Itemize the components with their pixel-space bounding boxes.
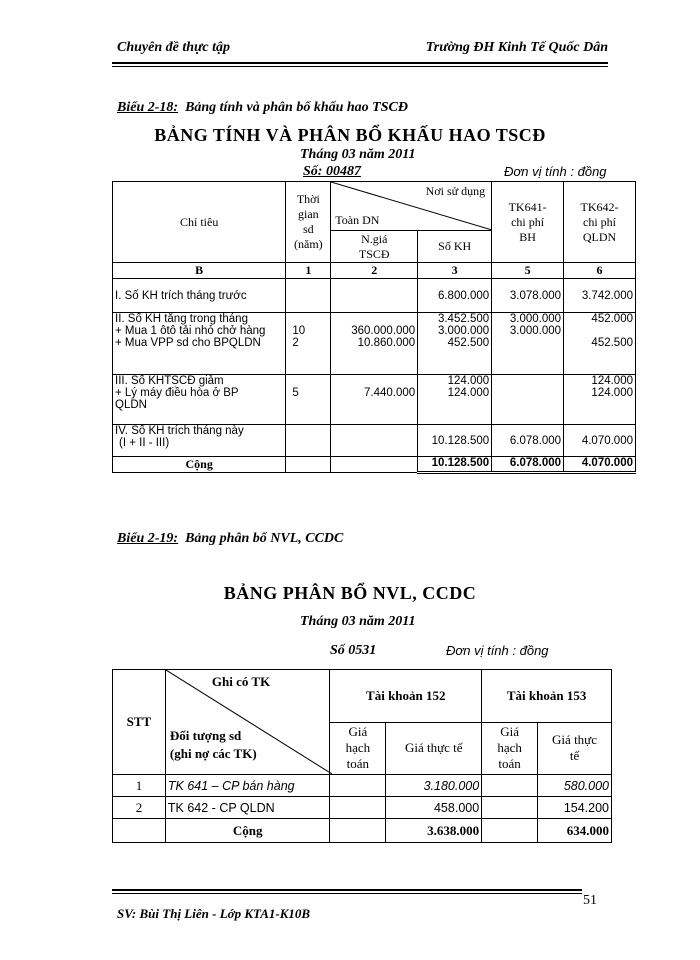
depreciation-number: Số: 00487 bbox=[303, 164, 361, 179]
depreciation-title: BẢNG TÍNH VÀ PHÂN BỔ KHẤU HAO TSCĐ bbox=[154, 125, 546, 145]
materials-month: Tháng 03 năm 2011 bbox=[300, 614, 416, 629]
caption-2-19 bbox=[117, 531, 343, 547]
depreciation-month: Tháng 03 năm 2011 bbox=[300, 147, 416, 162]
header-tk641: TK641- chi phí BH bbox=[492, 182, 564, 263]
header-tk153: Tài khoản 153 bbox=[482, 670, 612, 723]
header-giathucte-153: Giá thực tế bbox=[538, 722, 612, 775]
header-rule-thin bbox=[112, 66, 608, 67]
header-ngia: N.giá TSCĐ bbox=[331, 231, 418, 263]
header-left: Chuyên đề thực tập bbox=[117, 40, 231, 55]
header-noisudung: Nơi sử dụng Toàn DN bbox=[331, 182, 492, 231]
depreciation-unit: Đơn vị tính : đồng bbox=[504, 164, 607, 179]
page-number: 51 bbox=[583, 893, 597, 908]
caption-number: Biểu 2-18: bbox=[117, 100, 179, 115]
materials-number: Số 0531 bbox=[330, 643, 377, 658]
caption-2-18 bbox=[117, 100, 408, 116]
header-giahach-153: Giá hạch toán bbox=[482, 722, 538, 775]
materials-title: BẢNG PHÂN BỔ NVL, CCDC bbox=[223, 583, 477, 603]
header-tk642: TK642- chi phí QLDN bbox=[564, 182, 636, 263]
materials-table bbox=[112, 669, 612, 843]
caption-text: Bảng phân bổ NVL, CCDC bbox=[185, 531, 344, 546]
table-row: III. Số KHTSCĐ giảm + Lý máy điều hòa ở BP QLDN 5 7.440.000 124.000 124.000 124.000 124.000 bbox=[113, 375, 636, 425]
total-row: Cộng 3.638.000 634.000 bbox=[113, 819, 612, 843]
table-row: 1 TK 641 – CP bán hàng 3.180.000 580.000 bbox=[113, 775, 612, 797]
index-row: B 1 2 3 5 6 bbox=[113, 263, 636, 279]
header-giathucte-152: Giá thực tế bbox=[386, 722, 482, 775]
caption-number: Biểu 2-19: bbox=[117, 531, 179, 546]
caption-text: Bảng tính và phân bổ khấu hao TSCĐ bbox=[185, 100, 408, 115]
table-row: I. Số KH trích tháng trước 6.800.000 3.078.000 3.742.000 bbox=[113, 279, 636, 313]
materials-unit: Đơn vị tính : đồng bbox=[446, 643, 549, 658]
table-row: IV. Số KH trích tháng này (I + II - III) 10.128.500 6.078.000 4.070.000 bbox=[113, 425, 636, 457]
depreciation-table bbox=[112, 181, 636, 474]
total-row: Cộng 10.128.500 6.078.000 4.070.000 bbox=[113, 457, 636, 473]
header-stt: STT bbox=[113, 670, 166, 775]
table-row: II. Số KH tăng trong tháng + Mua 1 ôtô tải nhỏ chở hàng + Mua VPP sd cho BPQLDN 10 2 360.000.000 10.860.000 3.452.500 3.000.000 452.500 3.000.000 3.000.000 452.000 452.500 bbox=[113, 313, 636, 375]
footer-student: SV: Bùi Thị Liên - Lớp KTA1-K10B bbox=[117, 906, 311, 921]
footer-rule-thin bbox=[112, 893, 582, 894]
header-chitieu: Chỉ tiêu bbox=[113, 182, 286, 263]
table-row: 2 TK 642 - CP QLDN 458.000 154.200 bbox=[113, 797, 612, 819]
header-sokh: Số KH bbox=[418, 231, 492, 263]
header-thoigian: Thời gian sd (năm) bbox=[286, 182, 331, 263]
header-doituong: Ghi có TK Đối tượng sd (ghi nợ các TK) bbox=[165, 670, 330, 775]
header-tk152: Tài khoản 152 bbox=[330, 670, 482, 723]
footer-rule bbox=[112, 889, 582, 891]
header-giahach-152: Giá hạch toán bbox=[330, 722, 386, 775]
header-right: Trường ĐH Kinh Tế Quốc Dân bbox=[425, 40, 608, 55]
header-rule bbox=[112, 62, 608, 64]
